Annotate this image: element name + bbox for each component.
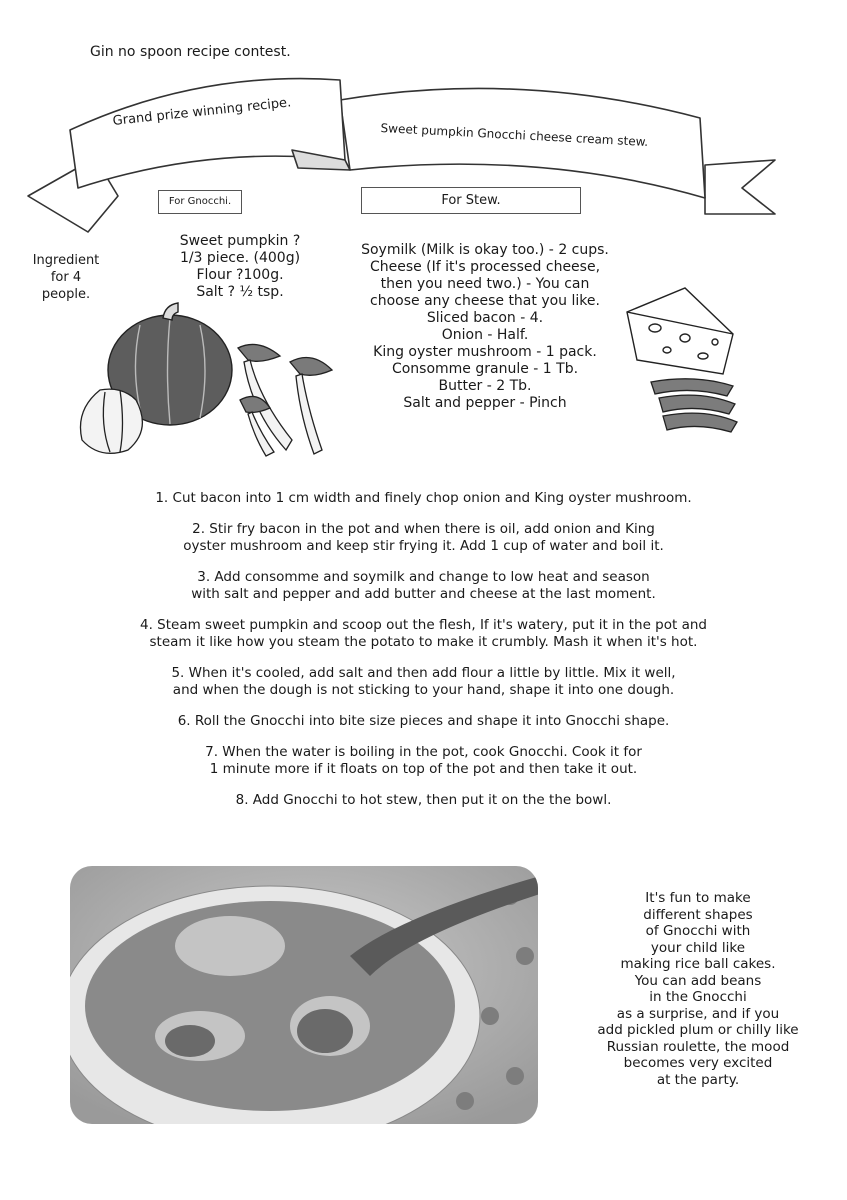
note-line: in the Gnocchi [649,989,747,1005]
note-line: different shapes [643,906,753,923]
bacon-icon [651,379,737,432]
onion-icon [80,389,142,453]
note-line: You can add beans [634,972,762,989]
banner-right-text: Sweet pumpkin Gnocchi cheese cream stew. [380,121,649,150]
step-text: steam it like how you steam the potato to make it crumbly. Mash it when it's hot. [149,634,698,650]
servings-note [22,252,110,303]
side-note [568,890,828,1088]
ingredient-line: Cheese (If it's processed cheese, [369,259,601,275]
recipe-step [60,617,787,651]
gnocchi-section-label: For Gnocchi. [158,190,242,214]
recipe-step [60,521,787,555]
ingredient-line: 1/3 piece. (400g) [179,250,301,266]
step-text: 3. Add consomme and soymilk and change to low heat and season [197,569,650,585]
step-text: oyster mushroom and keep stir frying it. Add 1 cup of water and boil it. [183,538,664,554]
step-text: and when the dough is not sticking to your hand, shape it into one dough. [172,682,675,698]
ribbon-tail-right [705,160,775,214]
ingredient-line: Onion - Half. [441,327,529,343]
cheese-icon [627,288,733,374]
step-text: 5. When it's cooled, add salt and then add flour a little by little. Mix it well, [171,665,676,681]
note-line: add pickled plum or chilly like [597,1022,799,1038]
ribbon-right-body [340,88,705,198]
ingredient-line: Butter - 2 Tb. [438,378,532,394]
gnocchi-ingredients [145,233,335,301]
servings-line: people. [41,287,91,302]
recipe-step [60,713,787,730]
pumpkin-illustration [60,300,340,470]
mushroom-icon [238,344,332,456]
ingredient-line: King oyster mushroom - 1 pack. [373,344,597,360]
contest-title: Gin no spoon recipe contest. [90,44,291,60]
ingredient-line: Consomme granule - 1 Tb. [391,361,579,377]
note-line: Russian roulette, the mood [606,1038,790,1055]
step-text: 7. When the water is boiling in the pot, cook Gnocchi. Cook it for [205,744,642,760]
banner-left-text: Grand prize winning recipe. [112,95,292,129]
servings-line: Ingredient [32,253,100,268]
recipe-step [60,744,787,778]
stew-ingredients [330,242,640,412]
step-text: with salt and pepper and add butter and cheese at the last moment. [191,586,656,602]
stew-photo [70,866,538,1124]
step-text: 2. Stir fry bacon in the pot and when there is oil, add onion and King [192,521,655,537]
stew-section-label: For Stew. [361,187,581,214]
ingredient-line: Flour ?100g. [196,267,284,283]
ingredient-line: Salt ? ½ tsp. [196,284,284,300]
note-line: at the party. [656,1071,740,1088]
recipe-step [60,792,787,809]
note-line: making rice ball cakes. [620,956,776,972]
ingredient-line: Salt and pepper - Pinch [403,395,567,411]
note-line: It's fun to make [645,890,751,906]
ingredient-line: then you need two.) - You can [380,276,590,292]
ingredient-line: choose any cheese that you like. [370,293,600,309]
ingredient-line: Sweet pumpkin ? [179,233,301,249]
note-line: of Gnocchi with [645,923,751,939]
step-text: 1 minute more if it floats on top of the pot and then take it out. [209,761,638,777]
recipe-step [60,490,787,507]
ribbon-left-body [70,79,345,188]
servings-line: for 4 [50,270,82,285]
step-text: 4. Steam sweet pumpkin and scoop out the flesh, If it's watery, put it in the pot and [140,617,707,633]
note-line: your child like [650,939,746,956]
step-text: 8. Add Gnocchi to hot stew, then put it on the the bowl. [235,792,612,808]
ingredient-line: Sliced bacon - 4. [426,310,544,326]
note-line: as a surprise, and if you [616,1005,780,1022]
recipe-step [60,665,787,699]
recipe-steps [60,490,787,823]
step-text: 6. Roll the Gnocchi into bite size pieces and shape it into Gnocchi shape. [177,713,670,729]
recipe-step [60,569,787,603]
step-text: 1. Cut bacon into 1 cm width and finely chop onion and King oyster mushroom. [155,490,692,506]
note-line: becomes very excited [623,1055,773,1071]
ingredient-line: Soymilk (Milk is okay too.) - 2 cups. [361,242,609,258]
cheese-bacon-illustration [615,282,745,447]
